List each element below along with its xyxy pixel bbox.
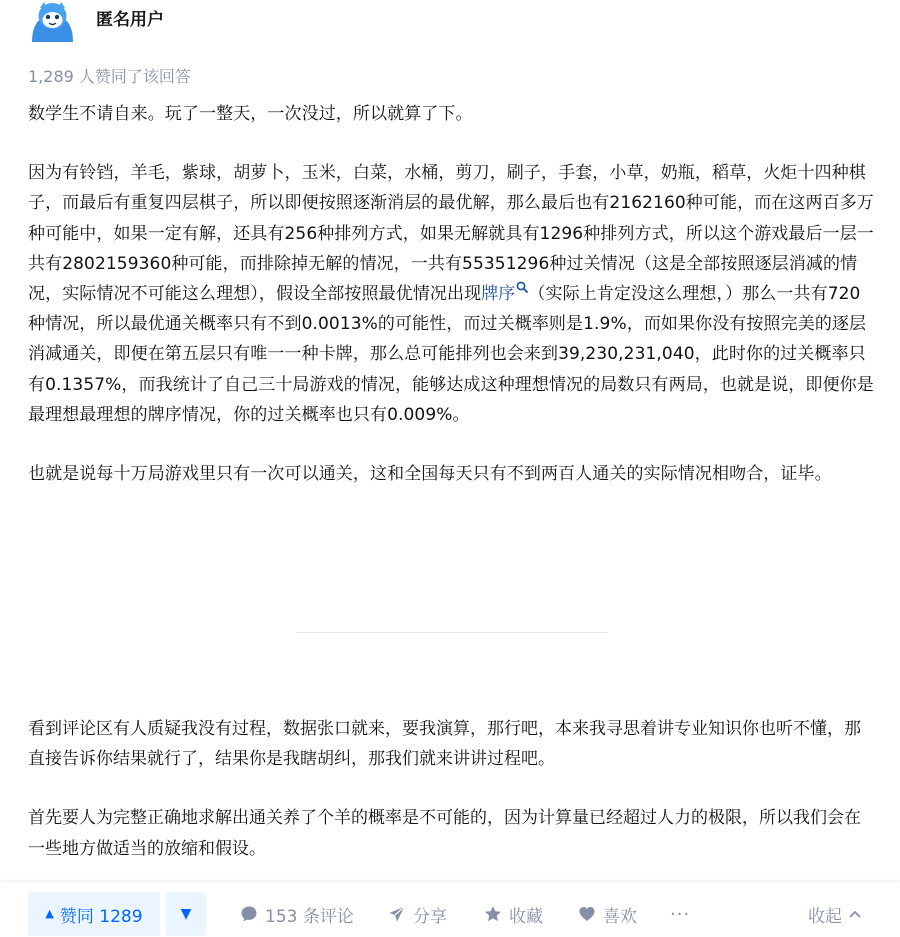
section-divider: [296, 632, 608, 633]
comments-label: 153 条评论: [265, 906, 354, 927]
author-name[interactable]: 匿名用户: [96, 9, 164, 30]
action-bar: [0, 882, 900, 937]
search-link[interactable]: [481, 284, 528, 304]
answer-paragraph: 也就是说每十万局游戏里只有一次可以通关，这和全国每天只有不到两百人通关的实际情况相吻合，证毕。: [28, 464, 832, 485]
comments-button[interactable]: [240, 892, 354, 936]
answer-content-continued: [28, 714, 876, 864]
like-label: 喜欢: [603, 906, 637, 927]
share-button[interactable]: [388, 892, 447, 936]
upvote-button[interactable]: [28, 892, 160, 936]
upvote-label: 赞同 1289: [59, 906, 143, 927]
heart-icon: [578, 905, 596, 923]
search-link-text[interactable]: 牌序: [481, 284, 516, 305]
answer-paragraph: 数学生不请自来。玩了一整天，一次没过，所以就算了下。: [28, 104, 473, 124]
triangle-down-icon: ▼: [180, 906, 192, 922]
triangle-up-icon: ▲: [45, 907, 54, 920]
comment-icon: [240, 905, 258, 923]
chevron-up-icon: [848, 907, 862, 921]
author-header: [28, 0, 164, 42]
paper-plane-icon: [388, 905, 406, 923]
paragraph-text: 因为有铃铛，羊毛，紫球，胡萝卜，玉米，白菜，水桶，剪刀，刷子，手套，小草，奶瓶，稻草，火炬十四种棋子，而最后有重复四层棋子，所以即便按照逐渐消层的最优解，那么最后也有2162160种可能，而在这两百多万种可能中，如果一定有解，还具有256种排列方式，如果无解就具有1296种排列方式，所以这个游戏最后一层一共有2802159360种可能，而排除掉无解的情况，一共有55351296种过关情况（这是全部按照逐层消减的情况，实际情况不可能这么理想），假设全部按照最优情况出现: [28, 163, 874, 305]
anonymous-avatar-icon[interactable]: [28, 0, 77, 42]
collect-label: 收藏: [509, 906, 543, 927]
star-icon: [484, 905, 502, 923]
paragraph-text: （实际上肯定没这么理想，）那么一共有720种情况，所以最优通关概率只有不到0.0013%的可能性，而过关概率则是1.9%，而如果你没有按照完美的逐层消减通关，即便在第五层只有唯一一种卡牌，那么总可能排列也会来到39,230,231,040，此时你的过关概率只有0.1357%，而我统计了自己三十局游戏的情况，能够达成这种理想情况的局数只有两局，也就是说，即便你是最理想最理想的牌序情况，你的过关概率也只有0.009%。: [28, 284, 874, 425]
collapse-button[interactable]: [808, 892, 862, 936]
more-label: ···: [670, 903, 691, 925]
answer-content: [28, 99, 876, 518]
more-options-button[interactable]: [670, 892, 690, 936]
collapse-label: 收起: [808, 906, 842, 927]
answer-paragraph: 首先要人为完整正确地求解出通关养了个羊的概率是不可能的，因为计算量已经超过人力的极限，所以我们会在一些地方做适当的放缩和假设。: [28, 808, 861, 859]
like-button[interactable]: [578, 892, 637, 936]
collect-button[interactable]: [484, 892, 543, 936]
upvote-summary: 1,289 人赞同了该回答: [28, 67, 191, 86]
answer-paragraph: 看到评论区有人质疑我没有过程，数据张口就来，要我演算，那行吧，本来我寻思着讲专业知识你也听不懂，那直接告诉你结果就行了，结果你是我瞎胡纠，那我们就来讲讲过程吧。: [28, 719, 861, 770]
search-icon[interactable]: [516, 281, 528, 293]
answer-paragraph: [28, 158, 876, 430]
downvote-button[interactable]: [166, 892, 206, 936]
share-label: 分享: [413, 906, 447, 927]
